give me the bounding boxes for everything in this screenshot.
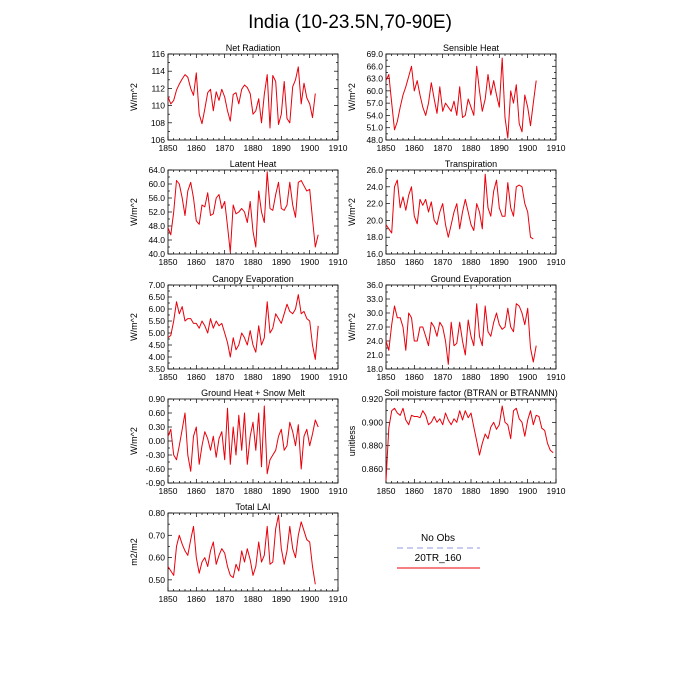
panel-transpiration-xtick-label: 1900	[518, 257, 538, 267]
panel-soil-moisture-factor-xtick-label: 1900	[518, 486, 538, 496]
panel-ground-evaporation-xtick-label: 1880	[461, 372, 481, 382]
panel-canopy-evaporation-xtick-label: 1870	[215, 372, 235, 382]
panel-transpiration-xtick-label: 1870	[433, 257, 453, 267]
panel-ground-heat-snow-xtick-label: 1850	[158, 486, 178, 496]
panel-latent-heat-ylabel: W/m^2	[129, 198, 139, 226]
panel-soil-moisture-factor-xtick-label: 1890	[489, 486, 509, 496]
panel-ground-evaporation-ylabel: W/m^2	[347, 313, 357, 341]
panel-ground-heat-snow-xtick-label: 1870	[215, 486, 235, 496]
panel-sensible-heat-ytick-label: 69.0	[366, 49, 383, 59]
panel-net-radiation-xtick-label: 1890	[271, 143, 291, 153]
panel-canopy-evaporation-ytick-label: 6.00	[148, 304, 165, 314]
panel-net-radiation-title: Net Radiation	[225, 43, 281, 53]
panel-transpiration-ytick-label: 16.0	[366, 249, 383, 259]
panel-soil-moisture-factor-ylabel: unitless	[347, 425, 357, 457]
legend	[397, 533, 480, 568]
panel-ground-heat-snow-ytick-label: 0.00	[148, 436, 165, 446]
panel-soil-moisture-factor-series-20tr-160	[386, 406, 553, 481]
panel-canopy-evaporation-title: Canopy Evaporation	[212, 274, 294, 284]
panel-latent-heat-xtick-label: 1900	[300, 257, 320, 267]
panel-net-radiation-xtick-label: 1880	[243, 143, 263, 153]
panel-sensible-heat-xtick-label: 1900	[518, 143, 538, 153]
panel-soil-moisture-factor-ytick-label: 0.920	[361, 394, 383, 404]
panel-transpiration	[347, 159, 566, 267]
panel-ground-heat-snow-ytick-label: -0.30	[145, 450, 165, 460]
panel-total-lai-ytick-label: 0.50	[148, 574, 165, 585]
panel-latent-heat-xtick-label: 1910	[328, 257, 348, 267]
panel-total-lai-frame	[168, 513, 338, 591]
panel-ground-evaporation-series-20tr-160	[386, 304, 536, 365]
panel-latent-heat-ytick-label: 44.0	[148, 235, 165, 245]
panel-total-lai-xtick-label: 1890	[271, 594, 291, 604]
panel-net-radiation-ytick-label: 108	[150, 117, 165, 128]
panel-net-radiation	[129, 43, 348, 153]
panel-ground-evaporation-ytick-label: 27.0	[366, 322, 383, 332]
panel-total-lai-xtick-label: 1880	[243, 594, 263, 604]
panel-net-radiation-ylabel: W/m^2	[129, 83, 139, 111]
panel-latent-heat-ytick-label: 64.0	[148, 165, 165, 175]
panel-transpiration-xtick-label: 1860	[404, 257, 424, 267]
panel-canopy-evaporation-ytick-label: 5.50	[148, 316, 165, 326]
panel-sensible-heat-ylabel: W/m^2	[347, 83, 357, 111]
panel-canopy-evaporation-ytick-label: 4.00	[148, 352, 165, 362]
legend-label-20tr-160: 20TR_160	[414, 553, 462, 564]
panel-sensible-heat-ytick-label: 57.0	[366, 98, 383, 109]
panel-sensible-heat	[347, 43, 566, 153]
panel-ground-evaporation-xtick-label: 1900	[518, 372, 538, 382]
panel-transpiration-xtick-label: 1890	[489, 257, 509, 267]
panel-transpiration-series-20tr-160	[386, 174, 533, 239]
panel-ground-evaporation-ytick-label: 24.0	[366, 336, 383, 346]
panel-soil-moisture-factor-xtick-label: 1910	[546, 486, 566, 496]
panel-canopy-evaporation-series-20tr-160	[168, 295, 318, 360]
panel-ground-heat-snow-xtick-label: 1860	[186, 486, 206, 496]
panel-canopy-evaporation	[129, 274, 348, 382]
panel-total-lai-ytick-label: 0.80	[148, 508, 165, 518]
panel-ground-heat-snow-xtick-label: 1890	[271, 486, 291, 496]
panel-sensible-heat-xtick-label: 1870	[433, 143, 453, 153]
panel-sensible-heat-title: Sensible Heat	[442, 43, 500, 53]
panel-latent-heat-xtick-label: 1860	[186, 257, 206, 267]
panel-transpiration-ytick-label: 26.0	[366, 165, 383, 175]
panel-total-lai-ylabel: m2/m2	[129, 538, 139, 566]
panel-total-lai-title: Total LAI	[235, 502, 271, 512]
panel-net-radiation-ytick-label: 112	[151, 83, 165, 94]
panel-canopy-evaporation-ylabel: W/m^2	[129, 313, 139, 341]
panel-canopy-evaporation-xtick-label: 1860	[186, 372, 206, 382]
panel-total-lai-xtick-label: 1850	[158, 594, 178, 604]
panel-soil-moisture-factor-xtick-label: 1860	[404, 486, 424, 496]
panel-canopy-evaporation-ytick-label: 6.50	[148, 292, 165, 302]
panel-sensible-heat-ytick-label: 63.0	[366, 73, 383, 84]
panel-total-lai-series-20tr-160	[168, 515, 315, 584]
panel-ground-heat-snow-ytick-label: -0.60	[145, 464, 165, 474]
panel-transpiration-xtick-label: 1910	[546, 257, 566, 267]
panel-ground-heat-snow-ytick-label: 0.90	[148, 394, 165, 404]
panel-canopy-evaporation-ytick-label: 4.50	[148, 340, 165, 350]
panel-ground-evaporation-ytick-label: 18.0	[366, 364, 383, 374]
panel-latent-heat-xtick-label: 1880	[243, 257, 263, 267]
panel-soil-moisture-factor-ytick-label: 0.900	[361, 417, 383, 428]
panel-total-lai-xtick-label: 1870	[215, 594, 235, 604]
panel-canopy-evaporation-xtick-label: 1900	[300, 372, 320, 382]
panel-ground-evaporation-ytick-label: 21.0	[366, 350, 383, 360]
panel-total-lai-ytick-label: 0.60	[148, 552, 165, 563]
figure-title: India (10-23.5N,70-90E)	[248, 12, 452, 33]
panel-ground-heat-snow-ylabel: W/m^2	[129, 427, 139, 455]
panel-net-radiation-ytick-label: 114	[151, 66, 165, 77]
panel-ground-heat-snow-title: Ground Heat + Snow Melt	[201, 388, 305, 398]
panel-sensible-heat-xtick-label: 1860	[404, 143, 424, 153]
panel-transpiration-title: Transpiration	[444, 159, 498, 169]
panel-transpiration-ytick-label: 22.0	[366, 198, 383, 209]
panel-ground-heat-snow	[129, 388, 348, 496]
panel-ground-evaporation-ytick-label: 30.0	[366, 308, 383, 318]
panel-ground-heat-snow-xtick-label: 1880	[243, 486, 263, 496]
panel-canopy-evaporation-xtick-label: 1850	[158, 372, 178, 382]
panel-net-radiation-xtick-label: 1860	[186, 143, 206, 153]
panel-sensible-heat-xtick-label: 1910	[546, 143, 566, 153]
panel-transpiration-xtick-label: 1880	[461, 257, 481, 267]
panel-ground-evaporation-xtick-label: 1910	[546, 372, 566, 382]
panel-latent-heat	[129, 159, 348, 267]
panel-soil-moisture-factor-ytick-label: 0.880	[361, 440, 383, 451]
panel-canopy-evaporation-xtick-label: 1910	[328, 372, 348, 382]
panel-ground-evaporation-xtick-label: 1850	[376, 372, 396, 382]
panel-sensible-heat-ytick-label: 66.0	[366, 61, 383, 72]
panel-net-radiation-ytick-label: 116	[151, 49, 165, 59]
panel-net-radiation-xtick-label: 1910	[328, 143, 348, 153]
panel-net-radiation-xtick-label: 1870	[215, 143, 235, 153]
panel-ground-evaporation-frame	[386, 285, 556, 369]
panel-sensible-heat-xtick-label: 1890	[489, 143, 509, 153]
panel-canopy-evaporation-frame	[168, 285, 338, 369]
panel-canopy-evaporation-ytick-label: 5.00	[148, 328, 165, 338]
panel-sensible-heat-ytick-label: 54.0	[366, 110, 383, 121]
panel-latent-heat-ytick-label: 60.0	[148, 179, 165, 189]
panel-transpiration-ytick-label: 20.0	[366, 215, 383, 226]
panel-latent-heat-title: Latent Heat	[229, 159, 277, 169]
legend-label-no-obs: No Obs	[421, 533, 455, 544]
panel-sensible-heat-series-20tr-160	[386, 58, 536, 138]
panel-latent-heat-ytick-label: 52.0	[148, 207, 165, 217]
panel-canopy-evaporation-ytick-label: 7.00	[148, 280, 165, 290]
panel-transpiration-ytick-label: 18.0	[366, 232, 383, 243]
panel-soil-moisture-factor-xtick-label: 1880	[461, 486, 481, 496]
panel-transpiration-frame	[386, 170, 556, 254]
panel-soil-moisture-factor	[347, 388, 566, 496]
panel-canopy-evaporation-xtick-label: 1890	[271, 372, 291, 382]
panel-total-lai-ytick-label: 0.70	[148, 530, 165, 541]
panel-latent-heat-ytick-label: 40.0	[148, 249, 165, 259]
panel-net-radiation-frame	[168, 54, 338, 140]
panel-net-radiation-xtick-label: 1900	[300, 143, 320, 153]
panel-sensible-heat-xtick-label: 1850	[376, 143, 396, 153]
panel-ground-evaporation-ytick-label: 33.0	[366, 294, 383, 304]
panel-total-lai-xtick-label: 1910	[328, 594, 348, 604]
panel-transpiration-xtick-label: 1850	[376, 257, 396, 267]
panel-ground-evaporation-ytick-label: 36.0	[366, 280, 383, 290]
panel-latent-heat-series-20tr-160	[168, 172, 318, 253]
panel-latent-heat-ytick-label: 56.0	[148, 193, 165, 203]
panel-ground-heat-snow-xtick-label: 1910	[328, 486, 348, 496]
panel-latent-heat-frame	[168, 170, 338, 254]
panel-ground-evaporation-xtick-label: 1890	[489, 372, 509, 382]
panel-soil-moisture-factor-xtick-label: 1850	[376, 486, 396, 496]
panel-ground-evaporation	[347, 274, 566, 382]
panel-ground-heat-snow-ytick-label: 0.60	[148, 408, 165, 418]
panel-ground-evaporation-xtick-label: 1860	[404, 372, 424, 382]
panel-ground-heat-snow-ytick-label: 0.30	[148, 422, 165, 432]
panel-canopy-evaporation-xtick-label: 1880	[243, 372, 263, 382]
panel-net-radiation-ytick-label: 110	[151, 100, 165, 111]
panel-ground-evaporation-title: Ground Evaporation	[430, 274, 512, 284]
panel-sensible-heat-ytick-label: 60.0	[366, 85, 383, 96]
panel-transpiration-ylabel: W/m^2	[347, 198, 357, 226]
panel-total-lai	[129, 502, 348, 604]
panel-soil-moisture-factor-ytick-label: 0.860	[361, 464, 383, 474]
panel-latent-heat-xtick-label: 1890	[271, 257, 291, 267]
panel-sensible-heat-xtick-label: 1880	[461, 143, 481, 153]
panel-net-radiation-series-20tr-160	[168, 67, 315, 128]
panel-latent-heat-ytick-label: 48.0	[148, 221, 165, 231]
panel-canopy-evaporation-ytick-label: 3.50	[148, 364, 165, 374]
panel-net-radiation-xtick-label: 1850	[158, 143, 178, 153]
panel-soil-moisture-factor-xtick-label: 1870	[433, 486, 453, 496]
panel-ground-heat-snow-xtick-label: 1900	[300, 486, 320, 496]
panel-total-lai-xtick-label: 1860	[186, 594, 206, 604]
panel-sensible-heat-ytick-label: 48.0	[366, 135, 383, 145]
panel-ground-heat-snow-series-20tr-160	[168, 406, 318, 474]
panel-net-radiation-ytick-label: 106	[150, 135, 165, 145]
panel-ground-evaporation-xtick-label: 1870	[433, 372, 453, 382]
panel-latent-heat-xtick-label: 1870	[215, 257, 235, 267]
panel-transpiration-ytick-label: 24.0	[366, 181, 383, 192]
panel-soil-moisture-factor-title: Soil moisture factor (BTRAN or BTRANMN)	[384, 388, 558, 398]
panel-total-lai-xtick-label: 1900	[300, 594, 320, 604]
panel-ground-heat-snow-ytick-label: -0.90	[145, 478, 165, 488]
panel-sensible-heat-ytick-label: 51.0	[366, 122, 383, 133]
panel-latent-heat-xtick-label: 1850	[158, 257, 178, 267]
